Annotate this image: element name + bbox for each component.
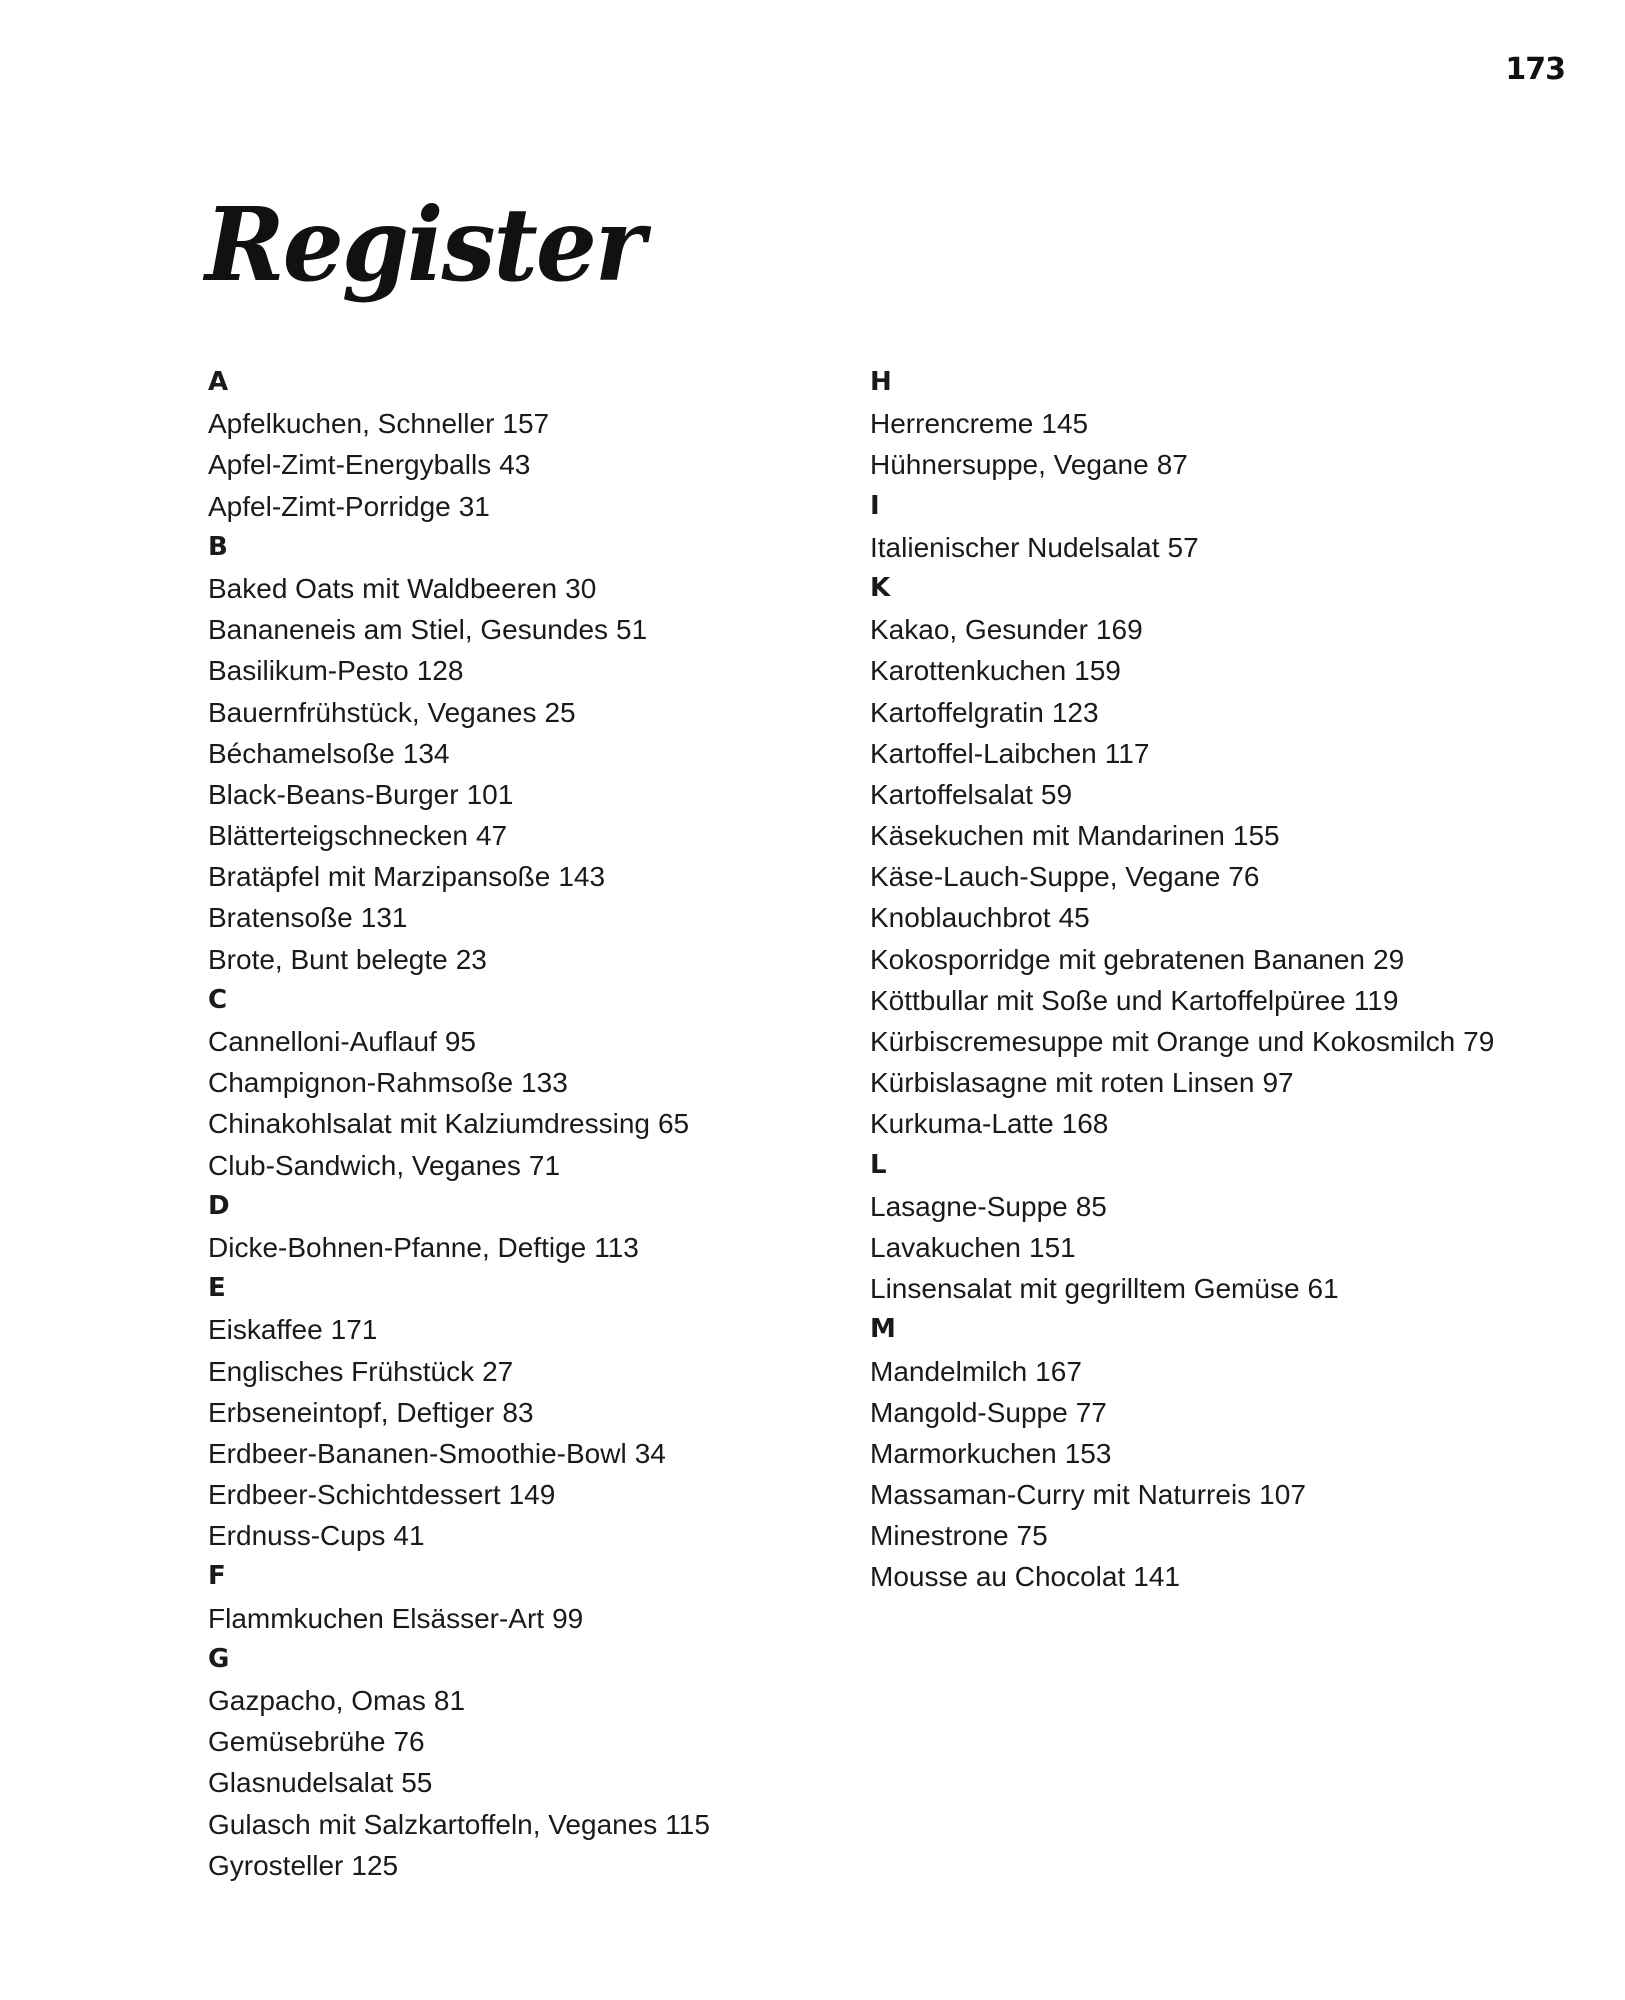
index-entry-page: 47	[475, 820, 508, 852]
index-entry-page: 171	[330, 1314, 378, 1346]
index-entry-name: Linsensalat mit gegrilltem Gemüse	[870, 1273, 1300, 1305]
index-entry-page: 168	[1061, 1108, 1109, 1140]
index-letter-heading: H	[870, 367, 892, 397]
index-entry	[208, 1227, 848, 1268]
index-entry-page: 77	[1075, 1396, 1107, 1428]
index-entry	[208, 1804, 848, 1845]
index-entry-name: Köttbullar mit Soße und Kartoffelpüree	[870, 984, 1346, 1016]
index-entry-page: 27	[482, 1355, 514, 1387]
index-entry-name: Baked Oats mit Waldbeeren	[208, 572, 558, 604]
index-entry-name: Apfel-Zimt-Energyballs	[208, 449, 492, 481]
index-entry	[870, 444, 1590, 485]
index-entry-name: Mangold-Suppe	[870, 1396, 1068, 1428]
index-entry	[870, 1515, 1590, 1556]
index-entry-name: Kurkuma-Latte	[870, 1108, 1054, 1140]
index-entry-name: Erdbeer-Schichtdessert	[208, 1479, 501, 1511]
index-letter-heading: A	[208, 367, 229, 397]
index-entry-name: Gulasch mit Salzkartoffeln, Veganes	[208, 1808, 658, 1840]
index-entry-page: 97	[1262, 1067, 1294, 1099]
index-entry	[870, 527, 1590, 568]
index-entry-name: Eiskaffee	[208, 1314, 323, 1346]
index-entry	[208, 1515, 848, 1556]
index-entry-page: 55	[401, 1767, 433, 1799]
index-entry-page: 107	[1259, 1479, 1306, 1511]
index-entry-name: Herrencreme	[870, 408, 1034, 440]
index-entry	[870, 609, 1590, 650]
index-entry-name: Kürbislasagne mit roten Linsen	[870, 1067, 1255, 1099]
index-entry-page: 119	[1353, 984, 1399, 1016]
index-entry-name: Italienischer Nudelsalat	[870, 531, 1160, 563]
index-entry-page: 31	[458, 490, 490, 522]
index-entry-name: Cannelloni-Auflauf	[208, 1026, 437, 1057]
index-entry-name: Blätterteigschnecken	[208, 820, 468, 852]
index-entry-page: 30	[565, 572, 597, 604]
index-entry	[870, 1556, 1590, 1597]
index-entry-name: Champignon-Rahmsoße	[208, 1067, 514, 1099]
index-entry	[870, 650, 1590, 691]
index-entry-name: Minestrone	[870, 1520, 1009, 1552]
index-entry	[208, 1598, 848, 1639]
index-entry-page: 143	[558, 861, 606, 893]
index-entry-name: Lasagne-Suppe	[870, 1190, 1068, 1222]
index-entry-page: 45	[1058, 902, 1090, 934]
index-entry-name: Béchamelsoße	[208, 737, 395, 769]
index-entry-page: 125	[351, 1849, 399, 1881]
index-entry-page: 57	[1167, 531, 1199, 563]
index-entry	[208, 692, 848, 733]
index-entry-name: Flammkuchen Elsässer-Art	[208, 1602, 545, 1634]
index-entry-page: 153	[1064, 1437, 1112, 1469]
index-letter-heading: K	[870, 572, 891, 603]
index-entry	[208, 1680, 848, 1721]
index-entry-name: Kartoffel-Laibchen	[870, 737, 1097, 769]
index-entry-name: Gazpacho, Omas	[208, 1685, 426, 1716]
index-entry-name: Kakao, Gesunder	[870, 614, 1088, 646]
index-entry-page: 101	[466, 778, 514, 810]
index-entry-page: 115	[665, 1808, 710, 1840]
index-letter-heading: E	[208, 1273, 226, 1304]
index-entry	[208, 1762, 848, 1803]
index-entry-name: Mousse au Chocolat	[870, 1561, 1126, 1593]
index-entry-name: Black-Beans-Burger	[208, 778, 459, 810]
index-entry	[870, 1268, 1590, 1309]
index-entry-name: Apfel-Zimt-Porridge	[208, 490, 451, 522]
index-entry	[208, 1392, 848, 1433]
index-entry	[208, 1433, 848, 1474]
index-entry-name: Bauernfrühstück, Veganes	[208, 696, 537, 728]
index-entry	[870, 1021, 1590, 1062]
index-entry-page: 117	[1104, 737, 1150, 769]
index-entry-name: Mandelmilch	[870, 1355, 1028, 1387]
index-entry-page: 85	[1075, 1190, 1107, 1222]
index-entry	[870, 1103, 1590, 1144]
index-entry-name: Erdnuss-Cups	[208, 1520, 386, 1552]
index-entry-page: 25	[544, 696, 576, 728]
index-entry-name: Brote, Bunt belegte	[208, 943, 448, 975]
index-column-left	[208, 362, 848, 1886]
index-letter-heading: G	[208, 1643, 230, 1674]
index-entry-name: Karottenkuchen	[870, 655, 1067, 687]
index-entry-name: Massaman-Curry mit Naturreis	[870, 1479, 1252, 1511]
index-entry	[208, 486, 848, 527]
index-letter-heading: I	[870, 490, 880, 521]
index-entry	[208, 1062, 848, 1103]
index-entry-name: Kürbiscremesuppe mit Orange und Kokosmilch	[870, 1026, 1456, 1057]
index-entry-page: 113	[594, 1231, 639, 1263]
index-entry	[208, 403, 848, 444]
index-entry-page: 128	[416, 655, 464, 687]
index-entry-page: 83	[502, 1396, 534, 1428]
index-entry-name: Apfelkuchen, Schneller	[208, 408, 495, 440]
index-entry-name: Englisches Frühstück	[208, 1355, 475, 1387]
index-entry-name: Gyrosteller	[208, 1849, 344, 1881]
index-entry	[870, 815, 1590, 856]
index-entry-page: 169	[1095, 614, 1143, 646]
index-entry	[208, 1145, 848, 1186]
index-letter-heading: B	[208, 531, 228, 562]
index-entry-page: 133	[521, 1067, 568, 1099]
page-number: 173	[1505, 52, 1565, 87]
index-entry-name: Käse-Lauch-Suppe, Vegane	[870, 861, 1221, 893]
index-entry-name: Erdbeer-Bananen-Smoothie-Bowl	[208, 1437, 627, 1469]
index-entry-name: Kartoffelgratin	[870, 696, 1044, 728]
index-entry	[208, 733, 848, 774]
index-entry	[870, 1227, 1590, 1268]
index-entry	[870, 1392, 1590, 1433]
index-entry	[870, 980, 1590, 1021]
index-entry	[870, 856, 1590, 897]
index-entry-name: Gemüsebrühe	[208, 1726, 386, 1758]
index-entry-page: 95	[444, 1026, 476, 1057]
index-entry	[208, 939, 848, 980]
index-column-right	[870, 362, 1590, 1598]
index-entry-name: Bratäpfel mit Marzipansoße	[208, 861, 551, 893]
index-entry	[208, 815, 848, 856]
index-entry-page: 29	[1373, 943, 1405, 975]
index-entry-page: 51	[616, 614, 648, 646]
index-entry-name: Käsekuchen mit Mandarinen	[870, 820, 1225, 852]
index-entry-page: 59	[1040, 778, 1073, 810]
index-entry	[208, 1845, 848, 1886]
index-entry-name: Bananeneis am Stiel, Gesundes	[208, 614, 609, 646]
index-entry	[208, 1103, 848, 1144]
index-entry	[208, 1351, 848, 1392]
index-entry-page: 167	[1035, 1355, 1082, 1387]
index-entry-page: 41	[393, 1520, 425, 1552]
index-entry	[870, 1351, 1590, 1392]
index-entry	[870, 939, 1590, 980]
index-entry-page: 157	[502, 408, 550, 440]
index-entry-page: 43	[499, 449, 531, 481]
page-title: Register	[205, 185, 644, 305]
index-letter-heading: C	[208, 984, 228, 1015]
index-entry-page: 141	[1133, 1561, 1180, 1593]
index-entry	[870, 897, 1590, 938]
index-entry-name: Club-Sandwich, Veganes	[208, 1149, 521, 1181]
index-entry	[870, 733, 1590, 774]
index-entry-page: 134	[402, 737, 450, 769]
index-entry-page: 87	[1156, 449, 1188, 481]
index-entry-page: 79	[1463, 1026, 1495, 1057]
index-entry	[208, 568, 848, 609]
index-entry	[208, 444, 848, 485]
index-entry-page: 71	[528, 1149, 561, 1181]
index-entry	[208, 774, 848, 815]
index-entry	[208, 856, 848, 897]
index-letter-heading: F	[208, 1561, 226, 1592]
index-entry-name: Lavakuchen	[870, 1231, 1022, 1263]
index-entry-page: 99	[552, 1602, 584, 1634]
index-entry-page: 81	[433, 1685, 466, 1716]
index-entry-page: 76	[393, 1726, 425, 1758]
index-letter-heading: L	[870, 1149, 887, 1180]
index-entry-page: 145	[1041, 408, 1089, 440]
index-entry-page: 149	[508, 1479, 556, 1511]
index-letter-heading: M	[870, 1314, 896, 1345]
index-entry	[208, 650, 848, 691]
index-entry-page: 155	[1232, 820, 1280, 852]
index-entry	[870, 692, 1590, 733]
index-entry	[870, 1062, 1590, 1103]
index-entry-page: 76	[1228, 861, 1260, 893]
index-entry-page: 65	[657, 1108, 690, 1140]
index-entry-page: 61	[1307, 1273, 1339, 1305]
index-entry-page: 75	[1016, 1520, 1048, 1552]
index-letter-heading: D	[208, 1190, 230, 1221]
index-entry-name: Kartoffelsalat	[870, 778, 1033, 810]
index-entry-name: Glasnudelsalat	[208, 1767, 394, 1799]
index-entry	[208, 1474, 848, 1515]
index-entry-page: 151	[1029, 1231, 1076, 1263]
index-entry-name: Erbseneintopf, Deftiger	[208, 1396, 495, 1428]
index-entry-name: Basilikum-Pesto	[208, 655, 409, 687]
index-entry-name: Dicke-Bohnen-Pfanne, Deftige	[208, 1231, 587, 1263]
index-entry	[208, 609, 848, 650]
index-entry	[870, 403, 1590, 444]
index-entry	[208, 1721, 848, 1762]
index-entry-name: Marmorkuchen	[870, 1437, 1057, 1469]
index-entry-name: Hühnersuppe, Vegane	[870, 449, 1149, 481]
index-entry-name: Chinakohlsalat mit Kalziumdressing	[208, 1108, 650, 1140]
index-entry-page: 34	[634, 1437, 666, 1469]
index-entry-name: Kokosporridge mit gebratenen Bananen	[870, 943, 1366, 975]
index-entry	[208, 1021, 848, 1062]
index-entry-page: 23	[455, 943, 487, 975]
index-entry-page: 131	[360, 902, 408, 934]
index-entry	[208, 1309, 848, 1350]
index-entry-page: 159	[1074, 655, 1121, 687]
index-entry-name: Knoblauchbrot	[870, 902, 1051, 934]
index-entry	[870, 774, 1590, 815]
index-entry	[870, 1186, 1590, 1227]
index-entry-name: Bratensoße	[208, 902, 353, 934]
index-entry-page: 123	[1051, 696, 1099, 728]
index-entry	[870, 1474, 1590, 1515]
index-entry	[208, 897, 848, 938]
index-entry	[870, 1433, 1590, 1474]
